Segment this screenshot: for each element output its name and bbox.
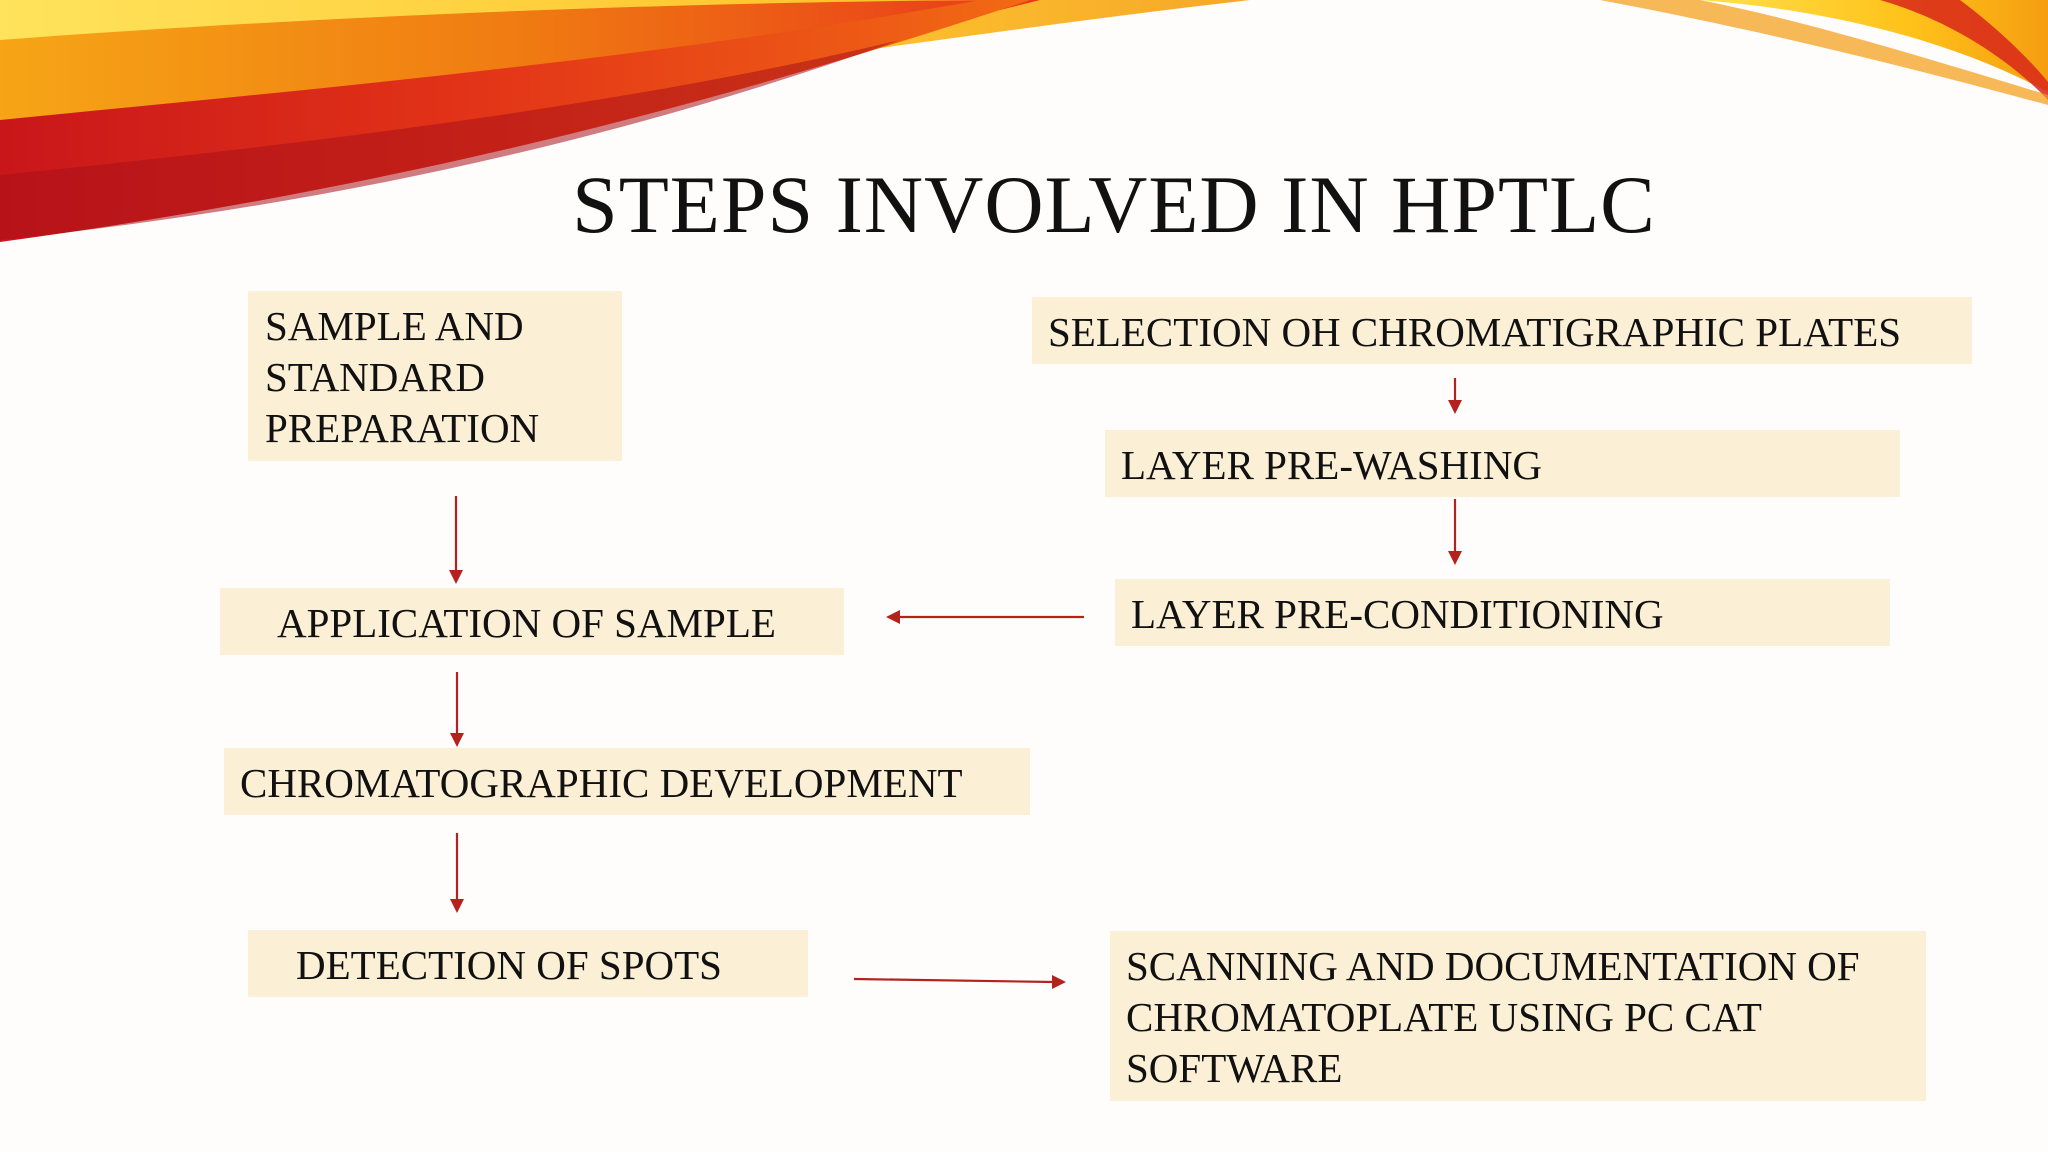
slide-title: STEPS INVOLVED IN HPTLC bbox=[572, 159, 1656, 250]
arrow-application-to-development bbox=[450, 672, 464, 747]
arrow-sample-to-application bbox=[449, 496, 463, 584]
step-plate-selection-label: SELECTION OH CHROMATIGRAPHIC PLATES bbox=[1048, 309, 1902, 355]
step-sample-preparation-line-3: PREPARATION bbox=[265, 405, 540, 451]
arrow-selection-to-pre-washing bbox=[1448, 378, 1462, 414]
arrow-development-to-detection bbox=[450, 833, 464, 913]
step-scanning-line-2: CHROMATOPLATE USING PC CAT bbox=[1126, 994, 1762, 1040]
arrow-pre-washing-to-pre-conditioning bbox=[1448, 499, 1462, 565]
step-detection-of-spots-label: DETECTION OF SPOTS bbox=[296, 942, 722, 988]
arrow-detection-to-scanning bbox=[854, 975, 1066, 989]
step-scanning-line-1: SCANNING AND DOCUMENTATION OF bbox=[1126, 943, 1860, 989]
step-sample-preparation-line-2: STANDARD bbox=[265, 354, 485, 400]
step-layer-pre-washing-label: LAYER PRE-WASHING bbox=[1121, 442, 1543, 488]
step-application-of-sample-label: APPLICATION OF SAMPLE bbox=[277, 600, 776, 646]
step-sample-preparation-line-1: SAMPLE AND bbox=[265, 303, 524, 349]
step-scanning-line-3: SOFTWARE bbox=[1126, 1045, 1343, 1091]
step-layer-pre-conditioning-label: LAYER PRE-CONDITIONING bbox=[1131, 591, 1664, 637]
step-chromatographic-development-label: CHROMATOGRAPHIC DEVELOPMENT bbox=[240, 760, 963, 806]
arrow-pre-conditioning-to-application bbox=[886, 610, 1084, 624]
